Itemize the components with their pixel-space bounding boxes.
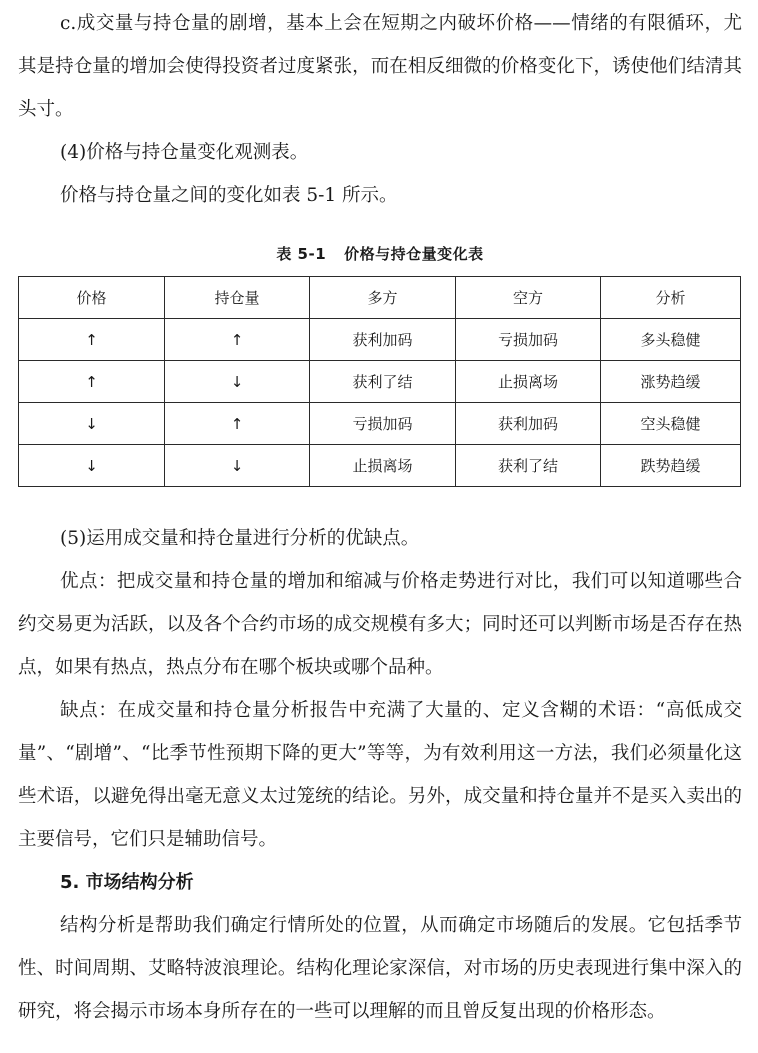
table-caption — [18, 243, 742, 265]
price-arrow-down-icon: ↓ — [19, 403, 165, 445]
price-arrow-down-icon: ↓ — [19, 445, 165, 487]
short-side-cell: 止损离场 — [456, 361, 601, 403]
paragraph-c: c.成交量与持仓量的剧增，基本上会在短期之内破坏价格——情绪的有限循环，尤其是持仓量的增加会使得投资者过度紧张，而在相反细微的价格变化下，诱使他们结清其头寸。 — [18, 13, 742, 120]
market-structure-paragraph: 结构分析是帮助我们确定行情所处的位置，从而确定市场随后的发展。它包括季节性、时间周期、艾略特波浪理论。结构化理论家深信，对市场的历史表现进行集中深入的研究，将会揭示市场本身所存在的一些可以理解的而且曾反复出现的价格形态。 — [18, 915, 742, 1022]
long-side-cell: 获利了结 — [310, 361, 456, 403]
price-arrow-up-icon: ↑ — [19, 361, 165, 403]
table-header-row — [19, 277, 741, 319]
short-side-cell: 获利了结 — [456, 445, 601, 487]
analysis-cell: 空头稳健 — [601, 403, 741, 445]
header-short-side: 空方 — [456, 277, 601, 319]
long-side-cell: 获利加码 — [310, 319, 456, 361]
open-interest-arrow-up-icon: ↑ — [165, 403, 310, 445]
item-5-heading: (5)运用成交量和持仓量进行分析的优缺点。 — [60, 528, 420, 549]
table-row — [19, 361, 741, 403]
cons-paragraph: 缺点：在成交量和持仓量分析报告中充满了大量的、定义含糊的术语：“高低成交量”、“剧增”、“比季节性预期下降的更大”等等，为有效利用这一方法，我们必须量化这些术语，以避免得出毫无意义太过笼统的结论。另外，成交量和持仓量并不是买入卖出的主要信号，它们只是辅助信号。 — [18, 700, 742, 850]
price-open-interest-table — [18, 276, 741, 487]
analysis-cell: 多头稳健 — [601, 319, 741, 361]
header-long-side: 多方 — [310, 277, 456, 319]
open-interest-arrow-up-icon: ↑ — [165, 319, 310, 361]
table-row — [19, 445, 741, 487]
analysis-cell: 跌势趋缓 — [601, 445, 741, 487]
price-arrow-up-icon: ↑ — [19, 319, 165, 361]
open-interest-arrow-down-icon: ↓ — [165, 445, 310, 487]
header-open-interest: 持仓量 — [165, 277, 310, 319]
pros-paragraph: 优点：把成交量和持仓量的增加和缩减与价格走势进行对比，我们可以知道哪些合约交易更为活跃，以及各个合约市场的成交规模有多大；同时还可以判断市场是否存在热点，如果有热点，热点分布在哪个板块或哪个品种。 — [18, 571, 742, 678]
long-side-cell: 亏损加码 — [310, 403, 456, 445]
analysis-cell: 涨势趋缓 — [601, 361, 741, 403]
header-analysis: 分析 — [601, 277, 741, 319]
short-side-cell: 获利加码 — [456, 403, 601, 445]
open-interest-arrow-down-icon: ↓ — [165, 361, 310, 403]
long-side-cell: 止损离场 — [310, 445, 456, 487]
section-heading-market-structure: 5. 市场结构分析 — [60, 872, 194, 893]
table-caption-number: 表 5-1 — [276, 245, 327, 263]
table-reference-text: 价格与持仓量之间的变化如表 5-1 所示。 — [60, 185, 398, 206]
table-caption-title: 价格与持仓量变化表 — [344, 245, 484, 263]
table-row — [19, 403, 741, 445]
item-4-heading: (4)价格与持仓量变化观测表。 — [60, 142, 309, 163]
table-row — [19, 319, 741, 361]
header-price: 价格 — [19, 277, 165, 319]
short-side-cell: 亏损加码 — [456, 319, 601, 361]
